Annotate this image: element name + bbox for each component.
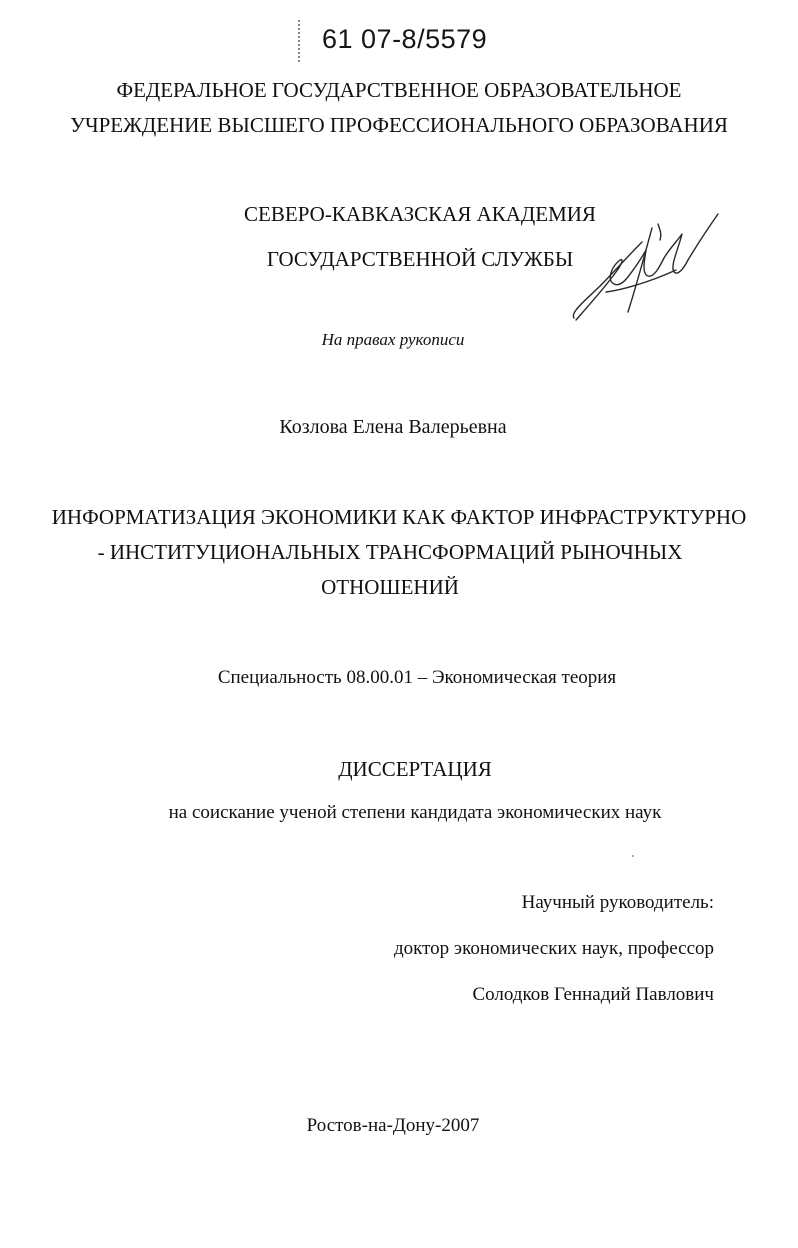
- author-name: Козлова Елена Валерьевна: [279, 416, 507, 438]
- academy-name-line-1: СЕВЕРО-КАВКАЗСКАЯ АКАДЕМИЯ: [244, 202, 596, 226]
- institution-line-1: ФЕДЕРАЛЬНОЕ ГОСУДАРСТВЕННОЕ ОБРАЗОВАТЕЛЬНОЕ: [116, 78, 682, 102]
- academy-name-line-2: ГОСУДАРСТВЕННОЙ СЛУЖБЫ: [266, 247, 574, 271]
- specialty-line: Специальность 08.00.01 – Экономическая теория: [217, 667, 617, 688]
- supervisor-label: Научный руководитель:: [521, 892, 714, 913]
- dissertation-title-line-1: ИНФОРМАТИЗАЦИЯ ЭКОНОМИКИ КАК ФАКТОР ИНФРАСТРУКТУРНО: [51, 505, 747, 529]
- scan-speck: [632, 855, 634, 857]
- city-and-year: Ростов-на-Дону-2007: [306, 1115, 480, 1136]
- dissertation-title-line-2: - ИНСТИТУЦИОНАЛЬНЫХ ТРАНСФОРМАЦИЙ РЫНОЧНЫХ: [97, 540, 683, 564]
- registration-number: 61 07-8/5579: [322, 24, 488, 54]
- supervisor-name: Солодков Геннадий Павлович: [472, 984, 714, 1005]
- degree-line: на соискание ученой степени кандидата экономических наук: [168, 802, 662, 823]
- document-type-heading: ДИССЕРТАЦИЯ: [338, 757, 492, 781]
- scan-margin-mark: [298, 20, 302, 62]
- manuscript-rights-note: На правах рукописи: [321, 330, 465, 349]
- handwritten-signature: [566, 200, 726, 330]
- supervisor-degree: доктор экономических наук, профессор: [393, 938, 714, 959]
- dissertation-title-line-3: ОТНОШЕНИЙ: [321, 575, 459, 599]
- institution-line-2: УЧРЕЖДЕНИЕ ВЫСШЕГО ПРОФЕССИОНАЛЬНОГО ОБРАЗОВАНИЯ: [70, 113, 728, 137]
